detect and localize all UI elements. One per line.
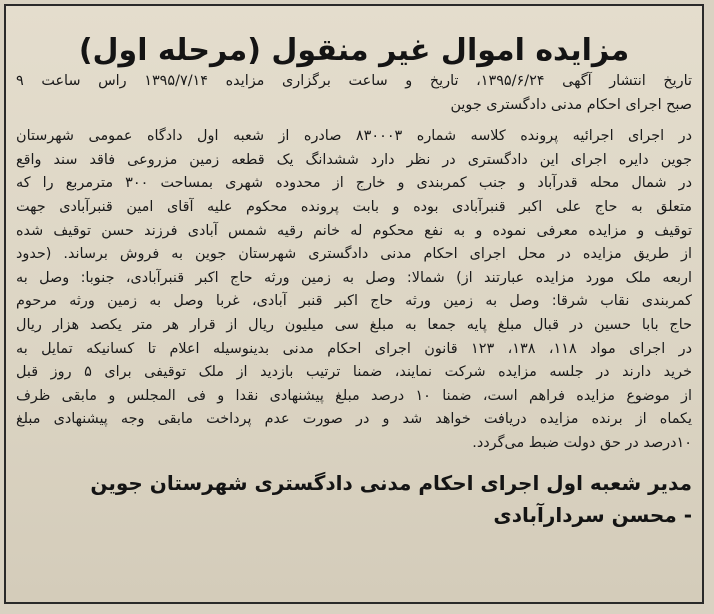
- body-line-11: خرید دارند در جلسه مزایده شرکت نمایند، ضمنا ترتیب بازدید از ملک توقیفی برای ۵ روز قبل: [16, 364, 692, 381]
- body-line-12: از موضوع مزایده فراهم است، ضمنا ۱۰ درصد مبلغ پیشنهادی نقدا و فی المجلس و مابقی ظرف: [16, 387, 692, 404]
- intro-line-2: صبح اجرای احکام مدنی دادگستری جوین: [450, 96, 692, 113]
- body-line-13: یکماه از برنده مزایده دریافت خواهد شد و در صورت عدم پرداخت مابقی وجه پیشنهادی مبلغ: [16, 411, 692, 428]
- body-line-10: در اجرای مواد ۱۱۸، ۱۳۸، ۱۲۳ قانون اجرای احکام مدنی بدینوسیله اعلام تا کسانیکه تمایل به: [16, 340, 692, 357]
- notice-frame: [4, 4, 704, 604]
- signature-title: مدیر شعبه اول اجرای احکام مدنی دادگستری شهرستان جوین: [90, 470, 692, 495]
- body-line-8: کمربندی نقاب شرقا: وصل به زمین ورثه حاج اکبر قنبر آبادی، غربا وصل به زمین ورثه مرحوم: [16, 293, 692, 310]
- body-line-4: متعلق به حاج علی اکبر قنبرآبادی بوده و بابت پرونده محکوم علیه آقای امین قنبرآبادی جهت: [16, 198, 692, 215]
- body-line-1: در اجرای اجرائیه پرونده کلاسه شماره ۸۳۰۰۰۳ صادره از شعبه اول دادگاه عمومی شهرستان: [16, 128, 692, 145]
- body-line-14: ۱۰درصد در حق دولت ضبط می‌گردد.: [472, 434, 692, 451]
- notice-content: [16, 6, 692, 602]
- intro-line-1: تاریخ انتشار آگهی ۱۳۹۵/۶/۲۴، تاریخ و ساعت برگزاری مزایده ۱۳۹۵/۷/۱۴ راس ساعت ۹: [16, 73, 692, 89]
- notice-title: مزایده اموال غیر منقول (مرحله اول): [78, 33, 630, 68]
- body-line-7: اربعه ملک مورد مزایده عبارتند از) شمالا: وصل به زمین ورثه حاج اکبر قنبرآبادی، جنوبا: وصل به: [16, 269, 692, 286]
- body-line-5: توقیف و مزایده معرفی نموده و به نفع محکوم له خانم رقیه شمس آبادی فرزند حسن توقیف شده: [16, 222, 692, 239]
- body-line-6: از طریق مزایده در محل اجرای احکام مدنی دادگستری شهرستان جوین به فروش برساند. (حدود: [16, 246, 692, 263]
- signature-name: - محسن سردارآبادی: [493, 502, 692, 527]
- body-line-3: در شمال محله قدرآباد و جنب کمربندی و خارج از محدوده شهری بمساحت ۳۰۰ مترمربع را که: [16, 175, 692, 192]
- body-line-9: حاج بابا حسین در قبال مبلغ پایه جمعا به مبلغ سی میلیون ریال از قرار هر متر یکصد هزار ریال: [16, 316, 692, 333]
- body-line-2: جوین دایره اجرای این دادگستری در نظر دارد ششدانگ یک قطعه زمین مزروعی فاقد سند واقع: [16, 151, 692, 168]
